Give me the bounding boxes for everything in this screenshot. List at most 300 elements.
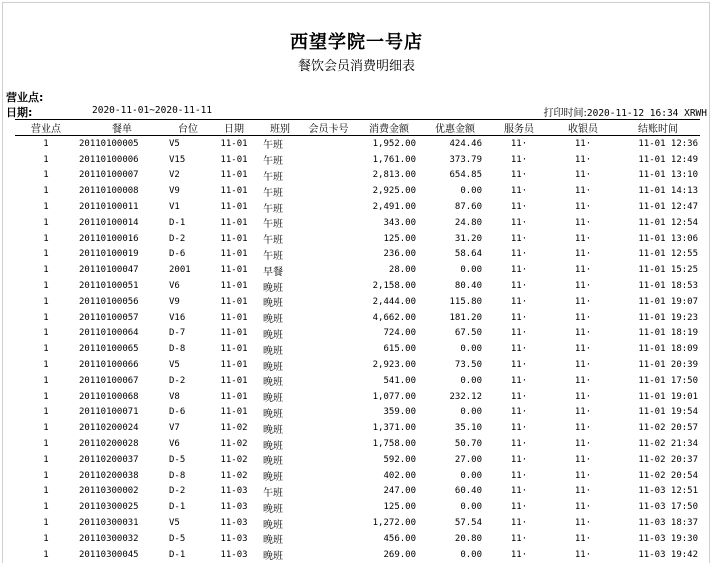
table-row [15,357,700,373]
cell-checkout-time: 11-01 14:13 [638,186,698,197]
cell-shift: 晚班 [263,377,283,389]
table-row [15,515,700,531]
cell-date: 11-01 [220,407,248,418]
cell-checkout-time: 11-02 21:34 [638,439,698,450]
cell-amount: 2,491.00 [372,202,416,213]
col-header-checkout-time: 结账时间 [616,120,700,136]
cell-cashier: 11· [574,407,592,418]
cell-site: 1 [43,170,49,181]
cell-date: 11-01 [220,312,248,323]
cell-cashier: 11· [574,423,592,434]
report-subtitle: 餐饮会员消费明细表 [297,59,415,74]
cell-discount: 0.00 [460,407,482,418]
cell-waiter: 11· [510,265,528,276]
cell-table-no: D-5 [169,533,186,544]
cell-site: 1 [43,265,49,276]
cell-member-card [301,136,356,152]
cell-discount: 424.46 [449,138,482,149]
cell-member-card [301,199,356,215]
cell-member-card [301,499,356,515]
cell-waiter: 11· [510,439,528,450]
table-row [15,468,700,484]
cell-shift: 晚班 [263,551,283,563]
cell-order-no: 20110200024 [79,423,139,434]
cell-checkout-time: 11-01 17:50 [638,375,698,386]
cell-checkout-time: 11-01 19:54 [638,407,698,418]
cell-waiter: 11· [510,233,528,244]
cell-member-card [301,515,356,531]
cell-site: 1 [43,154,49,165]
cell-table-no: V15 [169,154,186,165]
cell-site: 1 [43,518,49,529]
cell-amount: 1,272.00 [372,518,416,529]
cell-date: 11-01 [220,360,248,371]
cell-cashier: 11· [574,439,592,450]
cell-member-card [301,168,356,184]
cell-shift: 晚班 [263,440,283,452]
cell-shift: 晚班 [263,519,283,531]
col-header-table: 台位 [167,120,209,136]
cell-site: 1 [43,375,49,386]
cell-table-no: D-5 [169,454,186,465]
cell-amount: 2,158.00 [372,281,416,292]
cell-checkout-time: 11-01 20:39 [638,360,698,371]
cell-date: 11-03 [220,502,248,513]
cell-shift: 晚班 [263,408,283,420]
cell-discount: 115.80 [449,296,482,307]
cell-member-card [301,405,356,421]
cell-member-card [301,373,356,389]
cell-table-no: V1 [169,202,180,213]
col-header-shift: 班别 [259,120,301,136]
cell-waiter: 11· [510,454,528,465]
table-row [15,215,700,231]
table-row [15,152,700,168]
cell-waiter: 11· [510,296,528,307]
cell-site: 1 [43,296,49,307]
table-row [15,199,700,215]
cell-date: 11-03 [220,533,248,544]
cell-amount: 2,925.00 [372,186,416,197]
cell-checkout-time: 11-01 13:10 [638,170,698,181]
cell-order-no: 20110200038 [79,470,139,481]
cell-date: 11-01 [220,233,248,244]
cell-order-no: 20110100008 [79,186,139,197]
cell-waiter: 11· [510,470,528,481]
cell-discount: 654.85 [449,170,482,181]
table-row [15,452,700,468]
cell-site: 1 [43,344,49,355]
cell-order-no: 20110100071 [79,407,139,418]
table-row [15,405,700,421]
cell-date: 11-03 [220,486,248,497]
cell-discount: 35.10 [454,423,482,434]
cell-checkout-time: 11-01 12:47 [638,202,698,213]
cell-cashier: 11· [574,391,592,402]
cell-waiter: 11· [510,281,528,292]
cell-member-card [301,326,356,342]
cell-table-no: D-2 [169,375,186,386]
cell-amount: 28.00 [388,265,416,276]
cell-waiter: 11· [510,186,528,197]
cell-amount: 615.00 [383,344,416,355]
cell-checkout-time: 11-01 15:25 [638,265,698,276]
cell-amount: 4,662.00 [372,312,416,323]
cell-cashier: 11· [574,360,592,371]
cell-amount: 541.00 [383,375,416,386]
cell-order-no: 20110100067 [79,375,139,386]
cell-date: 11-03 [220,518,248,529]
cell-checkout-time: 11-02 20:57 [638,423,698,434]
cell-discount: 0.00 [460,265,482,276]
cell-cashier: 11· [574,217,592,228]
cell-waiter: 11· [510,170,528,181]
cell-discount: 24.80 [454,217,482,228]
cell-order-no: 20110100051 [79,281,139,292]
date-range: 2020-11-01~2020-11-11 [92,105,213,116]
cell-shift: 晚班 [263,424,283,436]
cell-checkout-time: 11-03 19:42 [638,549,698,560]
cell-discount: 87.60 [454,202,482,213]
cell-date: 11-01 [220,328,248,339]
cell-date: 11-01 [220,170,248,181]
cell-table-no: D-2 [169,486,186,497]
cell-cashier: 11· [574,281,592,292]
cell-checkout-time: 11-01 12:55 [638,249,698,260]
cell-cashier: 11· [574,533,592,544]
cell-order-no: 20110100064 [79,328,139,339]
cell-table-no: V9 [169,296,180,307]
cell-shift: 午班 [263,250,283,262]
cell-member-card [301,231,356,247]
cell-checkout-time: 11-01 12:49 [638,154,698,165]
cell-amount: 1,952.00 [372,138,416,149]
cell-member-card [301,531,356,547]
cell-shift: 午班 [263,140,283,152]
cell-date: 11-01 [220,217,248,228]
cell-member-card [301,183,356,199]
cell-amount: 592.00 [383,454,416,465]
cell-waiter: 11· [510,391,528,402]
cell-site: 1 [43,312,49,323]
print-time [544,104,707,119]
cell-discount: 181.20 [449,312,482,323]
cell-member-card [301,278,356,294]
cell-cashier: 11· [574,518,592,529]
cell-checkout-time: 11-02 20:54 [638,470,698,481]
cell-table-no: V6 [169,281,180,292]
cell-member-card [301,484,356,500]
cell-cashier: 11· [574,154,592,165]
cell-discount: 31.20 [454,233,482,244]
cell-discount: 373.79 [449,154,482,165]
cell-date: 11-01 [220,344,248,355]
cell-checkout-time: 11-02 20:37 [638,454,698,465]
cell-discount: 60.40 [454,486,482,497]
cell-date: 11-01 [220,296,248,307]
table-row [15,341,700,357]
cell-cashier: 11· [574,502,592,513]
cell-amount: 2,813.00 [372,170,416,181]
cell-waiter: 11· [510,518,528,529]
cell-order-no: 20110300045 [79,549,139,560]
cell-amount: 402.00 [383,470,416,481]
cell-site: 1 [43,186,49,197]
cell-cashier: 11· [574,344,592,355]
cell-amount: 247.00 [383,486,416,497]
cell-date: 11-02 [220,454,248,465]
report-title: 西望学院一号店 [290,32,423,53]
cell-site: 1 [43,549,49,560]
cell-site: 1 [43,360,49,371]
cell-table-no: D-2 [169,233,186,244]
cell-waiter: 11· [510,549,528,560]
cell-cashier: 11· [574,549,592,560]
cell-order-no: 20110200037 [79,454,139,465]
col-header-order: 餐单 [77,120,167,136]
cell-shift: 晚班 [263,329,283,341]
cell-table-no: D-8 [169,344,186,355]
cell-shift: 晚班 [263,393,283,405]
cell-table-no: V7 [169,423,180,434]
cell-site: 1 [43,202,49,213]
cell-discount: 0.00 [460,375,482,386]
cell-site: 1 [43,454,49,465]
cell-date: 11-01 [220,138,248,149]
table-row [15,278,700,294]
cell-discount: 0.00 [460,186,482,197]
cell-table-no: V6 [169,439,180,450]
table-row [15,183,700,199]
cell-member-card [301,452,356,468]
cell-shift: 午班 [263,203,283,215]
cell-date: 11-01 [220,249,248,260]
cell-checkout-time: 11-03 19:30 [638,533,698,544]
cell-site: 1 [43,138,49,149]
cell-table-no: D-1 [169,549,186,560]
cell-member-card [301,215,356,231]
table-body [15,136,700,563]
cell-order-no: 20110200028 [79,439,139,450]
cell-table-no: V9 [169,186,180,197]
cell-waiter: 11· [510,533,528,544]
table-row [15,389,700,405]
cell-site: 1 [43,486,49,497]
cell-amount: 1,077.00 [372,391,416,402]
cell-site: 1 [43,439,49,450]
cell-table-no: V5 [169,138,180,149]
table-header-row [15,120,700,136]
col-header-site: 营业点 [15,120,77,136]
cell-shift: 晚班 [263,472,283,484]
cell-discount: 80.40 [454,281,482,292]
table-row [15,420,700,436]
cell-amount: 125.00 [383,502,416,513]
cell-member-card [301,436,356,452]
consumption-table [15,119,700,563]
cell-table-no: D-1 [169,217,186,228]
cell-member-card [301,294,356,310]
cell-table-no: D-1 [169,502,186,513]
cell-waiter: 11· [510,375,528,386]
cell-order-no: 20110100056 [79,296,139,307]
cell-discount: 50.70 [454,439,482,450]
cell-table-no: V2 [169,170,180,181]
cell-cashier: 11· [574,296,592,307]
cell-waiter: 11· [510,202,528,213]
cell-date: 11-01 [220,186,248,197]
table-row [15,136,700,152]
cell-shift: 午班 [263,487,283,499]
cell-checkout-time: 11-03 12:51 [638,486,698,497]
cell-waiter: 11· [510,360,528,371]
cell-site: 1 [43,217,49,228]
cell-waiter: 11· [510,486,528,497]
cell-order-no: 20110100047 [79,265,139,276]
cell-waiter: 11· [510,344,528,355]
site-label: 营业点: [6,91,44,104]
cell-waiter: 11· [510,217,528,228]
cell-date: 11-01 [220,375,248,386]
cell-amount: 2,923.00 [372,360,416,371]
cell-waiter: 11· [510,138,528,149]
cell-site: 1 [43,328,49,339]
cell-table-no: D-7 [169,328,186,339]
cell-discount: 0.00 [460,344,482,355]
cell-site: 1 [43,423,49,434]
cell-site: 1 [43,533,49,544]
cell-cashier: 11· [574,312,592,323]
cell-site: 1 [43,502,49,513]
table-row [15,373,700,389]
cell-order-no: 20110300002 [79,486,139,497]
cell-amount: 1,761.00 [372,154,416,165]
cell-shift: 午班 [263,187,283,199]
cell-order-no: 20110100011 [79,202,139,213]
cell-amount: 269.00 [383,549,416,560]
cell-shift: 晚班 [263,535,283,547]
cell-waiter: 11· [510,154,528,165]
cell-member-card [301,341,356,357]
cell-waiter: 11· [510,423,528,434]
cell-order-no: 20110100014 [79,217,139,228]
cell-amount: 343.00 [383,217,416,228]
cell-discount: 73.50 [454,360,482,371]
date-label: 日期: [6,106,33,119]
cell-member-card [301,310,356,326]
cell-shift: 晚班 [263,456,283,468]
cell-waiter: 11· [510,328,528,339]
cell-discount: 27.00 [454,454,482,465]
cell-site: 1 [43,233,49,244]
cell-date: 11-01 [220,265,248,276]
cell-date: 11-01 [220,281,248,292]
cell-order-no: 20110100065 [79,344,139,355]
cell-order-no: 20110100006 [79,154,139,165]
cell-checkout-time: 11-01 18:19 [638,328,698,339]
cell-amount: 125.00 [383,233,416,244]
cell-date: 11-01 [220,391,248,402]
table-row [15,531,700,547]
cell-checkout-time: 11-01 18:09 [638,344,698,355]
table-row [15,484,700,500]
table-row [15,262,700,278]
cell-shift: 晚班 [263,314,283,326]
cell-site: 1 [43,281,49,292]
cell-table-no: D-6 [169,249,186,260]
cell-amount: 236.00 [383,249,416,260]
cell-member-card [301,247,356,263]
cell-checkout-time: 11-01 18:53 [638,281,698,292]
cell-checkout-time: 11-01 13:06 [638,233,698,244]
cell-discount: 57.54 [454,518,482,529]
cell-waiter: 11· [510,312,528,323]
cell-cashier: 11· [574,249,592,260]
cell-site: 1 [43,470,49,481]
col-header-amount: 消费金额 [356,120,422,136]
table-row [15,326,700,342]
table-row [15,294,700,310]
print-time-value: 2020-11-12 16:34 XRWH [586,108,707,119]
col-header-member-card: 会员卡号 [301,120,356,136]
cell-waiter: 11· [510,502,528,513]
cell-amount: 1,758.00 [372,439,416,450]
cell-date: 11-03 [220,549,248,560]
col-header-cashier: 收银员 [550,120,616,136]
cell-table-no: D-6 [169,407,186,418]
cell-waiter: 11· [510,249,528,260]
cell-shift: 晚班 [263,345,283,357]
cell-shift: 午班 [263,235,283,247]
cell-cashier: 11· [574,202,592,213]
cell-cashier: 11· [574,233,592,244]
cell-member-card [301,389,356,405]
cell-shift: 早餐 [263,266,283,278]
cell-order-no: 20110100007 [79,170,139,181]
cell-member-card [301,152,356,168]
table-row [15,499,700,515]
cell-checkout-time: 11-01 12:54 [638,217,698,228]
cell-shift: 午班 [263,156,283,168]
cell-member-card [301,468,356,484]
cell-discount: 0.00 [460,549,482,560]
cell-member-card [301,420,356,436]
cell-checkout-time: 11-01 19:23 [638,312,698,323]
cell-order-no: 20110300025 [79,502,139,513]
col-header-waiter: 服务员 [488,120,550,136]
cell-cashier: 11· [574,138,592,149]
cell-order-no: 20110100066 [79,360,139,371]
cell-cashier: 11· [574,375,592,386]
cell-discount: 20.80 [454,533,482,544]
cell-site: 1 [43,249,49,260]
cell-shift: 午班 [263,219,283,231]
col-header-date: 日期 [209,120,259,136]
cell-order-no: 20110100005 [79,138,139,149]
cell-member-card [301,357,356,373]
table-row [15,247,700,263]
cell-table-no: V16 [169,312,186,323]
cell-table-no: V5 [169,360,180,371]
cell-discount: 0.00 [460,502,482,513]
cell-checkout-time: 11-01 19:01 [638,391,698,402]
cell-discount: 232.12 [449,391,482,402]
cell-order-no: 20110300031 [79,518,139,529]
cell-shift: 晚班 [263,298,283,310]
cell-discount: 58.64 [454,249,482,260]
cell-order-no: 20110300032 [79,533,139,544]
cell-site: 1 [43,391,49,402]
